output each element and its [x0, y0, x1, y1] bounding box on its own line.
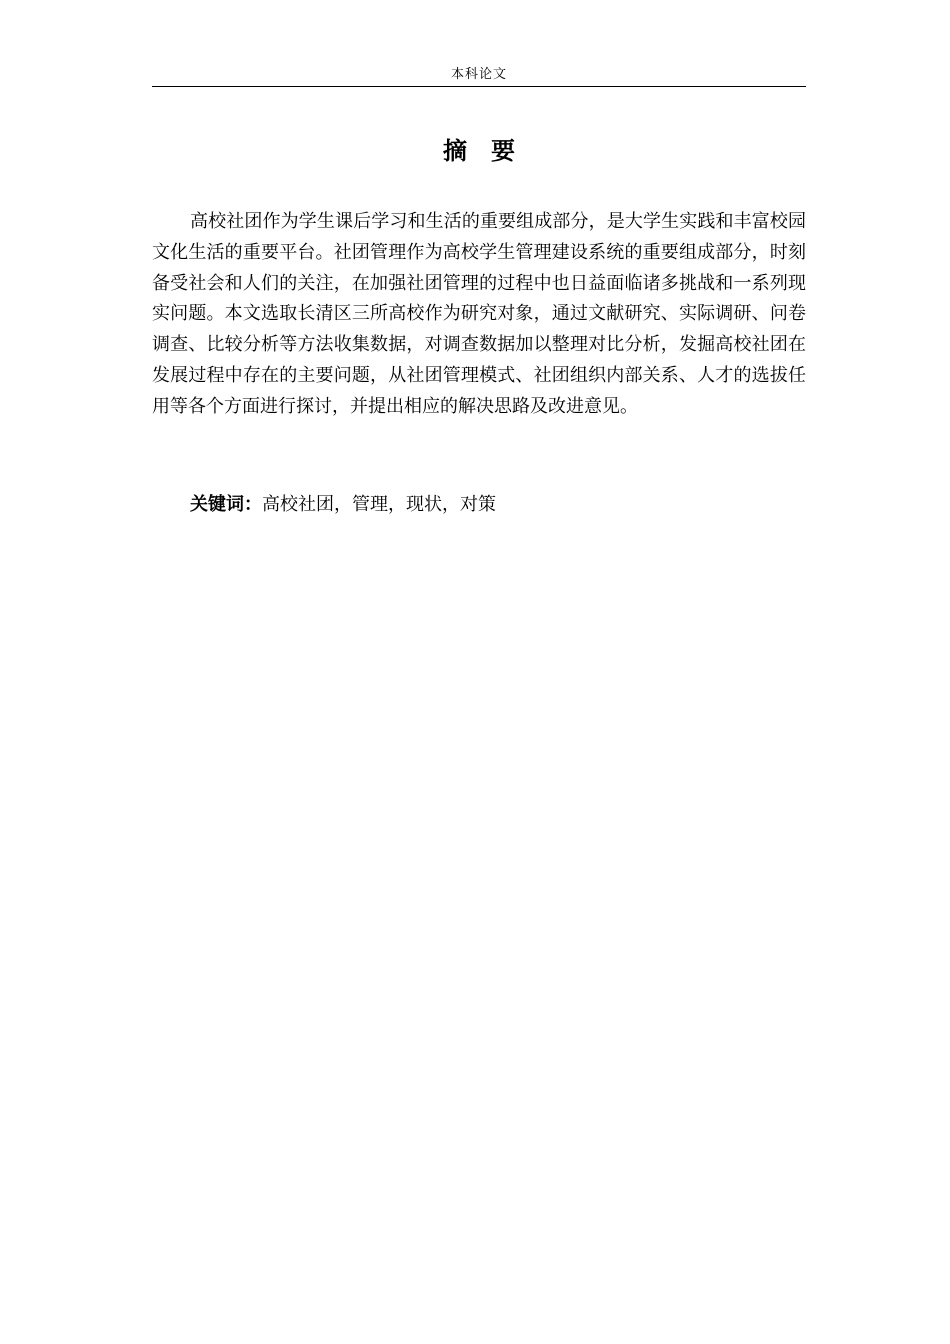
keywords-line [190, 490, 806, 520]
abstract-title: 摘 要 [443, 137, 515, 165]
abstract-body: 高校社团作为学生课后学习和生活的重要组成部分，是大学生实践和丰富校园文化生活的重要平台。社团管理作为高校学生管理建设系统的重要组成部分，时刻备受社会和人们的关注，在加强社团管理的过程中也日益面临诸多挑战和一系列现实问题。本文选取长清区三所高校作为研究对象，通过文献研究、实际调研、问卷调查、比较分析等方法收集数据，对调查数据加以整理对比分析，发掘高校社团在发展过程中存在的主要问题，从社团管理模式、社团组织内部关系、人才的选拔任用等各个方面进行探讨，并提出相应的解决思路及改进意见。 [152, 211, 806, 417]
keywords-value: 高校社团，管理，现状，对策 [262, 494, 496, 515]
running-header: 本科论文 [450, 67, 507, 82]
header-divider [152, 86, 806, 87]
keywords-label: 关键词： [190, 494, 262, 515]
